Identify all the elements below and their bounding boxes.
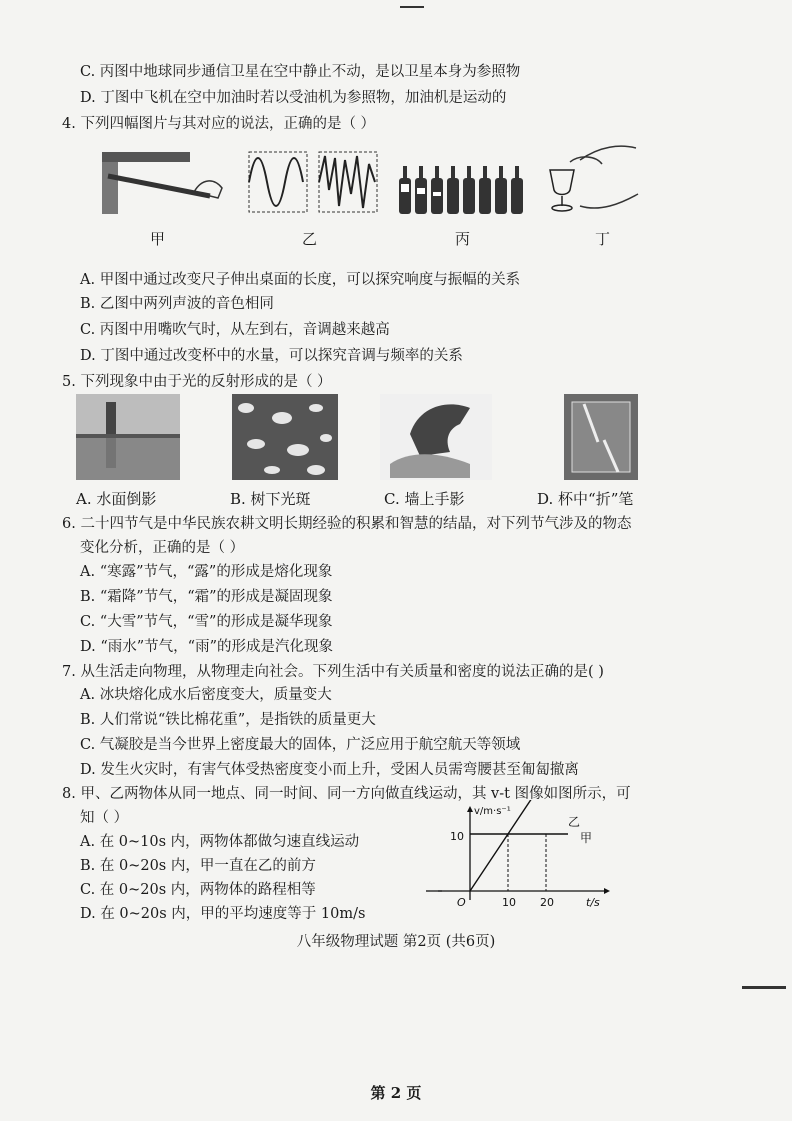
page-number: 第 2 页 [370,1084,422,1102]
q6-option-a: A. “寒露”节气，“露”的形成是熔化现象 [80,564,333,580]
x-axis-label: t/s [586,896,600,909]
x-tick-10: 10 [502,896,516,909]
scan-edge-mark [742,986,786,989]
q4-caption-jia: 甲 [150,230,166,248]
q4-figure-ding [540,140,640,218]
q6-option-d: D. “雨水”节气，“雨”的形成是汽化现象 [80,639,333,655]
q8-option-c: C. 在 0~20s 内，两物体的路程相等 [80,882,316,898]
q4-option-a: A. 甲图中通过改变尺子伸出桌面的长度，可以探究响度与振幅的关系 [80,272,521,288]
q5-caption-a: A. 水面倒影 [76,490,157,508]
q6-option-b: B. “霜降”节气，“霜”的形成是凝固现象 [80,589,333,605]
q6-stem: 6. 二十四节气是中华民族农耕文明长期经验的积累和智慧的结晶，对下列节气涉及的物态 [62,516,632,532]
q7-stem: 7. 从生活走向物理，从物理走向社会。下列生活中有关质量和密度的说法正确的是( ) [62,664,604,680]
q5-photo-light-spots [232,394,338,480]
q4-option-b: B. 乙图中两列声波的音色相同 [80,296,274,312]
vt-graph [420,800,620,912]
q5-caption-d: D. 杯中“折”笔 [537,490,634,508]
q4-caption-ding: 丁 [595,230,611,248]
q4-figure-yi [247,150,379,214]
scan-mark [400,6,424,8]
page-footer: 八年级物理试题 第2页 (共6页) [296,934,496,950]
q7-option-a: A. 冰块熔化成水后密度变大，质量变大 [80,687,332,703]
q7-option-b: B. 人们常说“铁比棉花重”，是指铁的质量更大 [80,712,376,728]
series-label-jia: 甲 [580,831,593,845]
q4-caption-bing: 丙 [455,230,471,248]
q4-stem: 4. 下列四幅图片与其对应的说法，正确的是（ ） [62,116,376,132]
q4-figure-jia [98,148,228,218]
q5-caption-c: C. 墙上手影 [384,490,465,508]
q8-option-a: A. 在 0~10s 内，两物体都做匀速直线运动 [80,834,360,850]
q7-option-c: C. 气凝胶是当今世界上密度最大的固体，广泛应用于航空航天等领域 [80,737,521,753]
q5-photo-hand-shadow [380,394,492,480]
x-tick-20: 20 [540,896,554,909]
q3-option-c: C. 丙图中地球同步通信卫星在空中静止不动，是以卫星本身为参照物 [80,64,521,80]
series-label-yi: 乙 [568,815,581,829]
q4-caption-yi: 乙 [302,230,318,248]
y-tick-10: 10 [450,830,464,843]
x-axis-arrow [604,888,610,894]
y-axis-label: v/m·s⁻¹ [474,806,511,817]
q6-option-c: C. “大雪”节气，“雪”的形成是凝华现象 [80,614,333,630]
q5-stem: 5. 下列现象中由于光的反射形成的是（ ） [62,374,332,390]
q5-photo-reflection [76,394,180,480]
q5-photo-bent-pencil [564,394,638,480]
q8-option-d: D. 在 0~20s 内，甲的平均速度等于 10m/s [80,906,366,922]
q6-stem-cont: 变化分析，正确的是（ ） [80,540,245,556]
q8-stem: 8. 甲、乙两物体从同一地点、同一时间、同一方向做直线运动，其 v-t 图像如图所示，可 [62,786,631,802]
q8-stem-cont: 知（ ） [80,810,129,826]
q7-option-d: D. 发生火灾时，有害气体受热密度变小而上升，受困人员需弯腰甚至匍匐撤离 [80,762,579,778]
y-axis-arrow [467,806,473,812]
q5-caption-b: B. 树下光斑 [230,490,311,508]
origin-label: O [457,896,466,909]
q4-figure-bing [397,160,527,216]
q8-option-b: B. 在 0~20s 内，甲一直在乙的前方 [80,858,316,874]
q4-option-d: D. 丁图中通过改变杯中的水量，可以探究音调与频率的关系 [80,348,463,364]
q4-option-c: C. 丙图中用嘴吹气时，从左到右，音调越来越高 [80,322,390,338]
q3-option-d: D. 丁图中飞机在空中加油时若以受油机为参照物，加油机是运动的 [80,90,507,106]
